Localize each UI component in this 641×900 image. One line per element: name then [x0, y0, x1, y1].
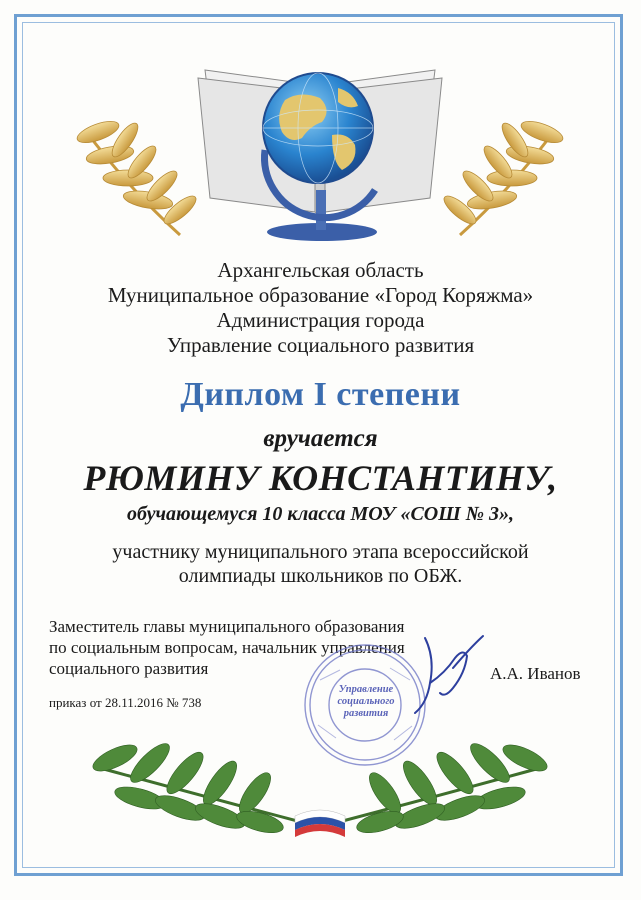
stamp-line-2: социального [337, 696, 395, 707]
globe [263, 73, 377, 241]
stamp-center-text [335, 684, 397, 720]
green-laurel-ribbon [90, 728, 550, 848]
tricolor-ribbon [295, 810, 345, 837]
signatory-line-1: Заместитель главы муниципального образования [49, 617, 405, 636]
awarded-text: вручается [263, 425, 378, 452]
participation-line-2: олимпиады школьников по ОБЖ. [178, 565, 463, 587]
stamp-line-3: развития [343, 708, 389, 719]
signatory-line-2: по социальным вопросам, начальник управления [49, 638, 405, 657]
municipality-line: Муниципальное образование «Город Коряжма» [107, 283, 534, 307]
issuer-header [0, 258, 641, 358]
student-info: обучающемуся 10 класса МОУ «СОШ № 3», [126, 503, 515, 525]
diploma-title: Диплом I степени [180, 376, 461, 413]
stamp-line-1: Управление [338, 684, 394, 695]
order-reference: приказ от 28.11.2016 № 738 [49, 695, 202, 710]
left-gold-laurel [75, 117, 200, 235]
participation-line-1: участнику муниципального этапа всероссийской [112, 541, 529, 563]
right-green-laurel [335, 738, 550, 837]
administration-line: Администрация города [216, 308, 425, 332]
department-line: Управление социального развития [166, 333, 475, 357]
signatory-line-3: социального развития [49, 659, 209, 678]
globe-book-emblem [70, 40, 570, 255]
right-gold-laurel [440, 117, 565, 235]
recipient-name: РЮМИНУ КОНСТАНТИНУ, [83, 458, 558, 498]
signer-name: А.А. Иванов [490, 664, 581, 683]
left-green-laurel [90, 738, 305, 837]
participation-text [0, 540, 641, 588]
region-line: Архангельская область [217, 258, 424, 282]
handwritten-signature [395, 628, 490, 718]
